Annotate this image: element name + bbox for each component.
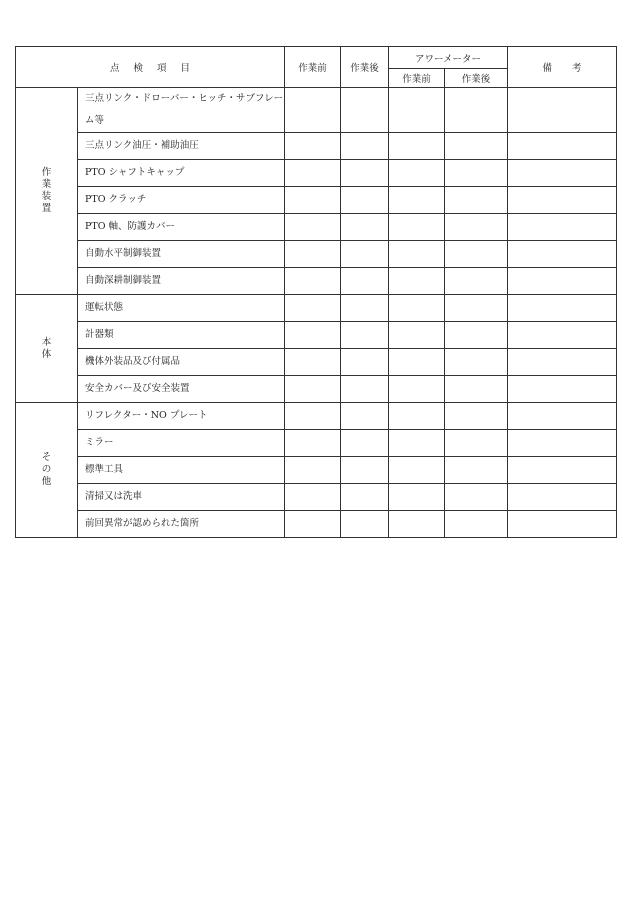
check-item-label: 標準工具 xyxy=(78,457,285,484)
table-row xyxy=(16,484,617,511)
hour-meter-before-cell[interactable] xyxy=(389,241,445,268)
header-before-work: 作業前 xyxy=(285,47,341,88)
before-work-cell[interactable] xyxy=(285,133,341,160)
remarks-cell[interactable] xyxy=(508,268,617,295)
table-row xyxy=(16,457,617,484)
remarks-cell[interactable] xyxy=(508,457,617,484)
after-work-cell[interactable] xyxy=(341,133,389,160)
hour-meter-before-cell[interactable] xyxy=(389,376,445,403)
before-work-cell[interactable] xyxy=(285,241,341,268)
check-item-label: PTO シャフトキャップ xyxy=(78,160,285,187)
remarks-cell[interactable] xyxy=(508,88,617,133)
hour-meter-after-cell[interactable] xyxy=(445,187,508,214)
remarks-cell[interactable] xyxy=(508,214,617,241)
remarks-cell[interactable] xyxy=(508,133,617,160)
hour-meter-before-cell[interactable] xyxy=(389,511,445,538)
after-work-cell[interactable] xyxy=(341,403,389,430)
remarks-cell[interactable] xyxy=(508,187,617,214)
table-row xyxy=(16,214,617,241)
after-work-cell[interactable] xyxy=(341,295,389,322)
hour-meter-after-cell[interactable] xyxy=(445,484,508,511)
after-work-cell[interactable] xyxy=(341,484,389,511)
hour-meter-before-cell[interactable] xyxy=(389,403,445,430)
table-row xyxy=(16,88,617,133)
table-row xyxy=(16,322,617,349)
before-work-cell[interactable] xyxy=(285,430,341,457)
remarks-cell[interactable] xyxy=(508,376,617,403)
after-work-cell[interactable] xyxy=(341,430,389,457)
category-label xyxy=(16,295,78,403)
hour-meter-after-cell[interactable] xyxy=(445,295,508,322)
check-item-label: リフレクター・NO プレート xyxy=(78,403,285,430)
table-row xyxy=(16,376,617,403)
header-remarks: 備考 xyxy=(508,47,617,88)
before-work-cell[interactable] xyxy=(285,457,341,484)
check-item-label: 三点リンク・ドローバー・ヒッチ・サブフレーム等 xyxy=(78,88,285,133)
hour-meter-before-cell[interactable] xyxy=(389,88,445,133)
before-work-cell[interactable] xyxy=(285,187,341,214)
check-item-label: 自動深耕制御装置 xyxy=(78,268,285,295)
hour-meter-before-cell[interactable] xyxy=(389,268,445,295)
hour-meter-after-cell[interactable] xyxy=(445,349,508,376)
hour-meter-after-cell[interactable] xyxy=(445,88,508,133)
table-row xyxy=(16,349,617,376)
inspection-table xyxy=(15,46,617,538)
remarks-cell[interactable] xyxy=(508,430,617,457)
before-work-cell[interactable] xyxy=(285,160,341,187)
table-row xyxy=(16,403,617,430)
table-row xyxy=(16,241,617,268)
after-work-cell[interactable] xyxy=(341,88,389,133)
check-item-label: 運転状態 xyxy=(78,295,285,322)
hour-meter-after-cell[interactable] xyxy=(445,268,508,295)
category-text: そ の 他 xyxy=(41,452,52,487)
category-label xyxy=(16,88,78,295)
remarks-cell[interactable] xyxy=(508,403,617,430)
hour-meter-before-cell[interactable] xyxy=(389,430,445,457)
table-row xyxy=(16,295,617,322)
hour-meter-after-cell[interactable] xyxy=(445,457,508,484)
header-inspection-item: 点検項目 xyxy=(16,47,285,88)
header-after-work: 作業後 xyxy=(341,47,389,88)
after-work-cell[interactable] xyxy=(341,268,389,295)
before-work-cell[interactable] xyxy=(285,214,341,241)
before-work-cell[interactable] xyxy=(285,484,341,511)
check-item-label: 清掃又は洗車 xyxy=(78,484,285,511)
after-work-cell[interactable] xyxy=(341,241,389,268)
hour-meter-before-cell[interactable] xyxy=(389,187,445,214)
hour-meter-before-cell[interactable] xyxy=(389,457,445,484)
check-item-label: PTO クラッチ xyxy=(78,187,285,214)
check-item-label: 安全カバー及び安全装置 xyxy=(78,376,285,403)
check-item-label: 自動水平制御装置 xyxy=(78,241,285,268)
remarks-cell[interactable] xyxy=(508,322,617,349)
table-row xyxy=(16,187,617,214)
hour-meter-after-cell[interactable] xyxy=(445,430,508,457)
hour-meter-before-cell[interactable] xyxy=(389,349,445,376)
check-item-label: ミラー xyxy=(78,430,285,457)
check-item-label: PTO 軸、防護カバー xyxy=(78,214,285,241)
table-row xyxy=(16,268,617,295)
check-item-label: 三点リンク油圧・補助油圧 xyxy=(78,133,285,160)
remarks-cell[interactable] xyxy=(508,295,617,322)
table-row xyxy=(16,160,617,187)
hour-meter-after-cell[interactable] xyxy=(445,160,508,187)
table-row xyxy=(16,133,617,160)
after-work-cell[interactable] xyxy=(341,187,389,214)
before-work-cell[interactable] xyxy=(285,403,341,430)
remarks-cell[interactable] xyxy=(508,511,617,538)
header-hour-meter: アワーメーター xyxy=(389,47,508,69)
before-work-cell[interactable] xyxy=(285,268,341,295)
hour-meter-before-cell[interactable] xyxy=(389,214,445,241)
after-work-cell[interactable] xyxy=(341,322,389,349)
before-work-cell[interactable] xyxy=(285,322,341,349)
check-item-label: 機体外装品及び付属品 xyxy=(78,349,285,376)
hour-meter-before-cell[interactable] xyxy=(389,484,445,511)
table-row xyxy=(16,430,617,457)
hour-meter-after-cell[interactable] xyxy=(445,214,508,241)
before-work-cell[interactable] xyxy=(285,295,341,322)
category-text: 本 体 xyxy=(41,336,52,360)
after-work-cell[interactable] xyxy=(341,160,389,187)
hour-meter-before-cell[interactable] xyxy=(389,133,445,160)
before-work-cell[interactable] xyxy=(285,511,341,538)
hour-meter-before-cell[interactable] xyxy=(389,295,445,322)
header-hour-meter-after: 作業後 xyxy=(445,69,508,88)
hour-meter-after-cell[interactable] xyxy=(445,133,508,160)
check-item-label: 前回異常が認められた箇所 xyxy=(78,511,285,538)
before-work-cell[interactable] xyxy=(285,349,341,376)
before-work-cell[interactable] xyxy=(285,88,341,133)
remarks-cell[interactable] xyxy=(508,484,617,511)
hour-meter-after-cell[interactable] xyxy=(445,511,508,538)
header-hour-meter-before: 作業前 xyxy=(389,69,445,88)
before-work-cell[interactable] xyxy=(285,376,341,403)
hour-meter-before-cell[interactable] xyxy=(389,160,445,187)
remarks-cell[interactable] xyxy=(508,349,617,376)
hour-meter-after-cell[interactable] xyxy=(445,376,508,403)
remarks-cell[interactable] xyxy=(508,160,617,187)
hour-meter-after-cell[interactable] xyxy=(445,403,508,430)
category-text: 作 業 装 置 xyxy=(41,167,52,214)
hour-meter-after-cell[interactable] xyxy=(445,322,508,349)
table-row xyxy=(16,511,617,538)
after-work-cell[interactable] xyxy=(341,376,389,403)
check-item-label: 計器類 xyxy=(78,322,285,349)
after-work-cell[interactable] xyxy=(341,457,389,484)
category-label xyxy=(16,403,78,538)
after-work-cell[interactable] xyxy=(341,349,389,376)
after-work-cell[interactable] xyxy=(341,214,389,241)
hour-meter-before-cell[interactable] xyxy=(389,322,445,349)
after-work-cell[interactable] xyxy=(341,511,389,538)
remarks-cell[interactable] xyxy=(508,241,617,268)
hour-meter-after-cell[interactable] xyxy=(445,241,508,268)
